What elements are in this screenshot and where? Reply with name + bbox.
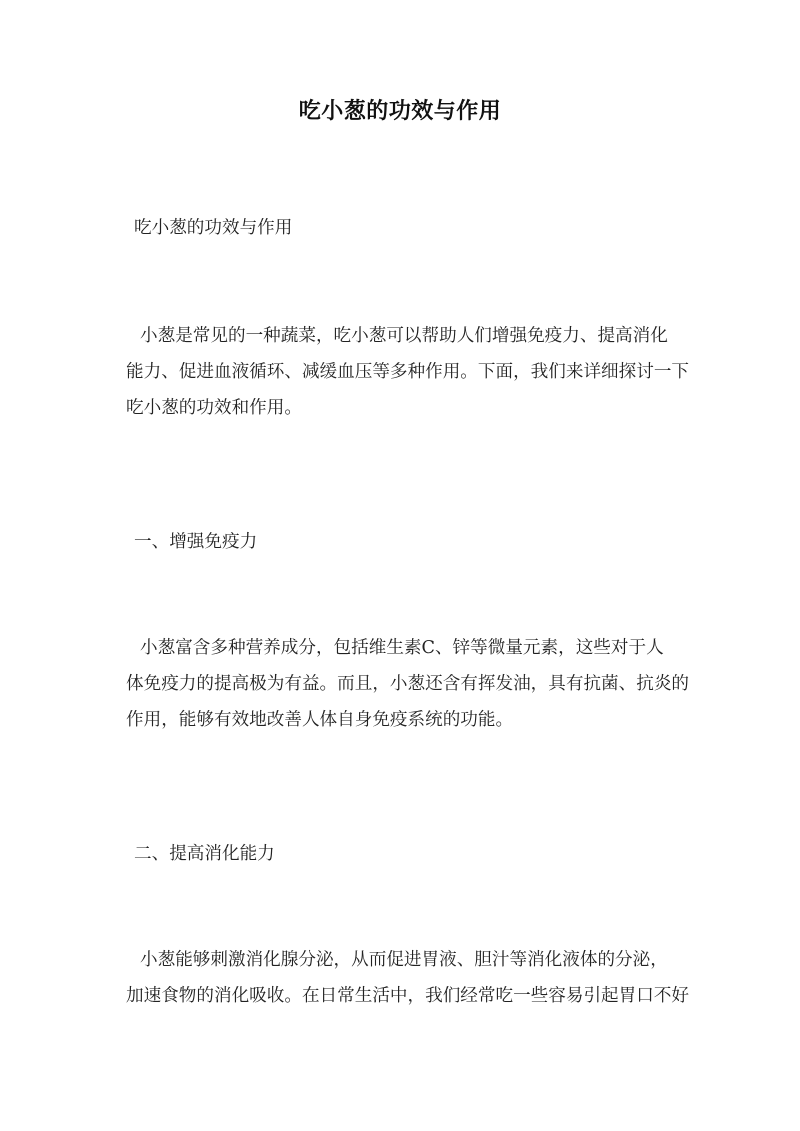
document-title: 吃小葱的功效与作用 — [298, 98, 502, 124]
section-2-line-1: 小葱能够刺激消化腺分泌，从而促进胃液、胆汁等消化液体的分泌， — [140, 950, 668, 970]
section-1-paragraph — [126, 630, 718, 738]
section-2-line-2: 加速食物的消化吸收。在日常生活中，我们经常吃一些容易引起胃口不好 — [126, 986, 690, 1006]
section-1-line-1: 小葱富含多种营养成分，包括维生素C、锌等微量元素，这些对于人 — [140, 638, 664, 658]
intro-line-1: 小葱是常见的一种蔬菜，吃小葱可以帮助人们增强免疫力、提高消化 — [140, 326, 668, 346]
intro-paragraph — [126, 318, 718, 426]
section-1-line-3: 作用，能够有效地改善人体自身免疫系统的功能。 — [126, 710, 514, 730]
section-2-paragraph — [126, 942, 718, 1014]
section-1-line-2: 体免疫力的提高极为有益。而且，小葱还含有挥发油，具有抗菌、抗炎的 — [126, 674, 690, 694]
section-2-heading: 二、提高消化能力 — [134, 844, 275, 864]
section-1-heading: 一、增强免疫力 — [134, 532, 258, 552]
intro-line-2: 能力、促进血液循环、减缓血压等多种作用。下面，我们来详细探讨一下 — [126, 362, 690, 382]
subtitle: 吃小葱的功效与作用 — [134, 218, 293, 238]
intro-line-3: 吃小葱的功效和作用。 — [126, 398, 302, 418]
